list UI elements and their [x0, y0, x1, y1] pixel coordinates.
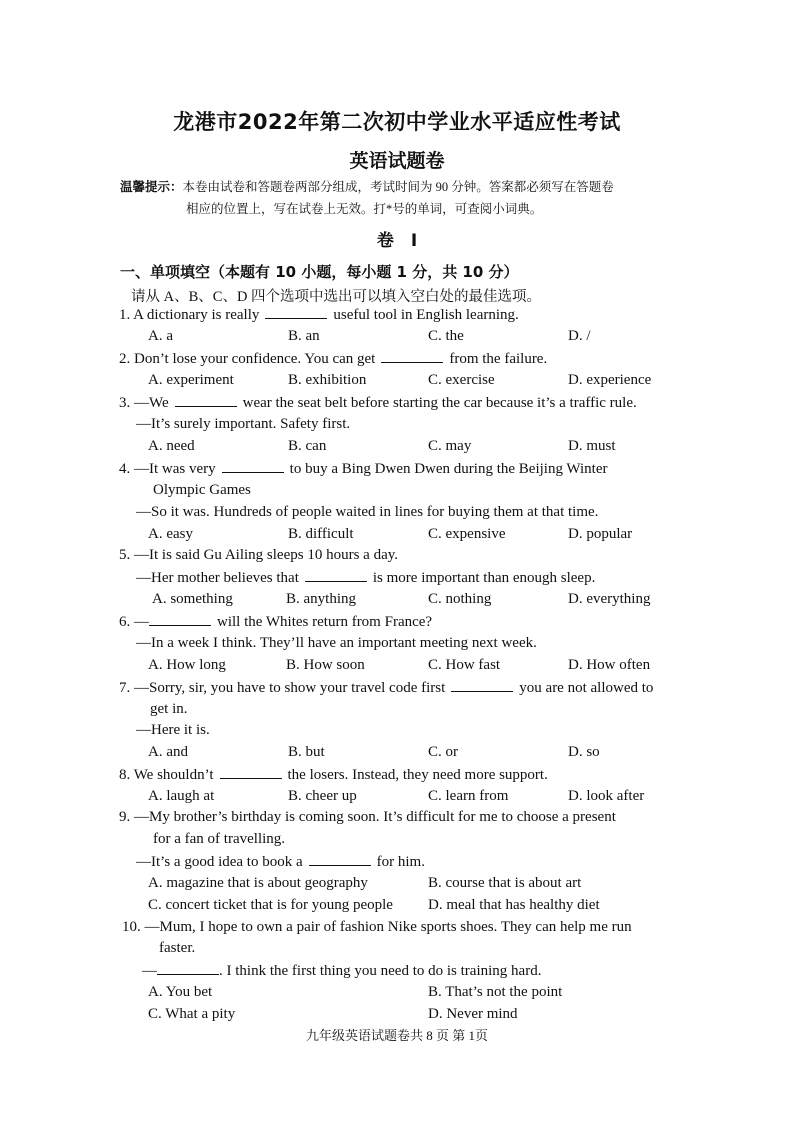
option-b: B. That’s not the point	[428, 984, 563, 1000]
option-c: C. learn from	[428, 788, 509, 804]
tips-block	[120, 176, 680, 220]
question-5-reply: —Her mother believes that is more important than enough sleep.	[136, 570, 596, 586]
answer-blank	[451, 679, 513, 692]
option-d: D. How often	[568, 657, 651, 673]
question-7-stem: 7. —Sorry, sir, you have to show your travel code first you are not allowed to	[119, 680, 654, 696]
option-a: A. something	[152, 591, 233, 607]
option-a: A. a	[148, 328, 173, 344]
option-c: C. concert ticket that is for young people	[148, 897, 393, 913]
option-c: C. or	[428, 744, 458, 760]
option-d: D. experience	[568, 372, 652, 388]
option-a: A. and	[148, 744, 188, 760]
option-b: B. difficult	[288, 526, 354, 542]
option-d: D. look after	[568, 788, 645, 804]
option-d: D. meal that has healthy diet	[428, 897, 600, 913]
option-d: D. so	[568, 744, 600, 760]
answer-blank	[265, 306, 327, 319]
part-heading: 卷 Ⅰ	[376, 231, 418, 251]
question-6-reply: —In a week I think. They’ll have an important meeting next week.	[136, 635, 537, 651]
question-7-stem-cont: get in.	[150, 701, 188, 717]
option-b: B. an	[288, 328, 320, 344]
option-b: B. can	[288, 438, 327, 454]
option-c: C. may	[428, 438, 472, 454]
question-1-stem: 1. A dictionary is really useful tool in English learning.	[119, 307, 519, 323]
option-c: C. What a pity	[148, 1006, 236, 1022]
answer-blank	[305, 569, 367, 582]
tips-label: 温馨提示：	[120, 179, 183, 194]
answer-blank	[381, 350, 443, 363]
exam-subtitle: 英语试题卷	[349, 150, 445, 172]
question-9-stem: 9. —My brother’s birthday is coming soon. It’s difficult for me to choose a present	[119, 809, 616, 825]
option-c: C. expensive	[428, 526, 506, 542]
answer-blank	[220, 766, 282, 779]
question-9-stem-cont: for a fan of travelling.	[153, 831, 286, 847]
option-a: A. need	[148, 438, 195, 454]
tips-line-1: 本卷由试卷和答题卷两部分组成，考试时间为 90 分钟。答案都必须写在答题卷	[182, 180, 614, 194]
option-b: B. course that is about art	[428, 875, 582, 891]
question-10-stem: 10. —Mum, I hope to own a pair of fashion Nike sports shoes. They can help me run	[122, 919, 632, 935]
question-4-stem-cont: Olympic Games	[153, 482, 251, 498]
option-b: B. How soon	[286, 657, 365, 673]
page-footer: 九年级英语试题卷共 8 页 第 1页	[305, 1028, 488, 1043]
option-a: A. magazine that is about geography	[148, 875, 368, 891]
section-instruction: 请从 A、B、C、D 四个选项中选出可以填入空白处的最佳选项。	[131, 289, 542, 305]
question-7-reply: —Here it is.	[136, 722, 210, 738]
question-10-reply: — . I think the first thing you need to do is training hard.	[142, 963, 542, 979]
answer-blank	[149, 613, 211, 626]
question-6-stem: 6. — will the Whites return from France?	[119, 614, 433, 630]
answer-blank	[175, 394, 237, 407]
question-4-reply: —So it was. Hundreds of people waited in lines for buying them at that time.	[136, 504, 599, 520]
option-c: C. How fast	[428, 657, 501, 673]
option-b: B. cheer up	[288, 788, 357, 804]
option-a: A. laugh at	[148, 788, 215, 804]
option-a: A. easy	[148, 526, 193, 542]
option-b: B. but	[288, 744, 325, 760]
question-5-stem: 5. —It is said Gu Ailing sleeps 10 hours a day.	[119, 547, 399, 563]
option-a: A. experiment	[148, 372, 234, 388]
question-8-stem: 8. We shouldn’t the losers. Instead, they need more support.	[119, 767, 548, 783]
question-9-reply: —It’s a good idea to book a for him.	[136, 854, 425, 870]
question-3-reply: —It’s surely important. Safety first.	[136, 416, 351, 432]
option-b: B. exhibition	[288, 372, 367, 388]
section-heading: 一、单项填空（本题有 10 小题，每小题 1 分，共 10 分）	[120, 263, 519, 281]
tips-line-2: 相应的位置上，写在试卷上无效。打*号的单词，可查阅小词典。	[186, 202, 543, 216]
option-d: D. popular	[568, 526, 633, 542]
question-2-stem: 2. Don’t lose your confidence. You can get from the failure.	[119, 351, 548, 367]
option-d: D. must	[568, 438, 616, 454]
option-d: D. everything	[568, 591, 651, 607]
option-c: C. the	[428, 328, 464, 344]
question-3-stem: 3. —We wear the seat belt before starting the car because it’s a traffic rule.	[119, 395, 637, 411]
option-d: D. Never mind	[428, 1006, 518, 1022]
answer-blank	[222, 460, 284, 473]
exam-title: 龙港市2022年第二次初中学业水平适应性考试	[173, 110, 621, 134]
answer-blank	[309, 853, 371, 866]
option-c: C. exercise	[428, 372, 495, 388]
option-b: B. anything	[286, 591, 356, 607]
option-c: C. nothing	[428, 591, 492, 607]
answer-blank	[157, 962, 219, 975]
question-10-stem-cont: faster.	[159, 940, 196, 956]
option-a: A. You bet	[148, 984, 213, 1000]
option-a: A. How long	[148, 657, 226, 673]
option-d: D. /	[568, 328, 591, 344]
question-4-stem: 4. —It was very to buy a Bing Dwen Dwen during the Beijing Winter	[119, 461, 608, 477]
